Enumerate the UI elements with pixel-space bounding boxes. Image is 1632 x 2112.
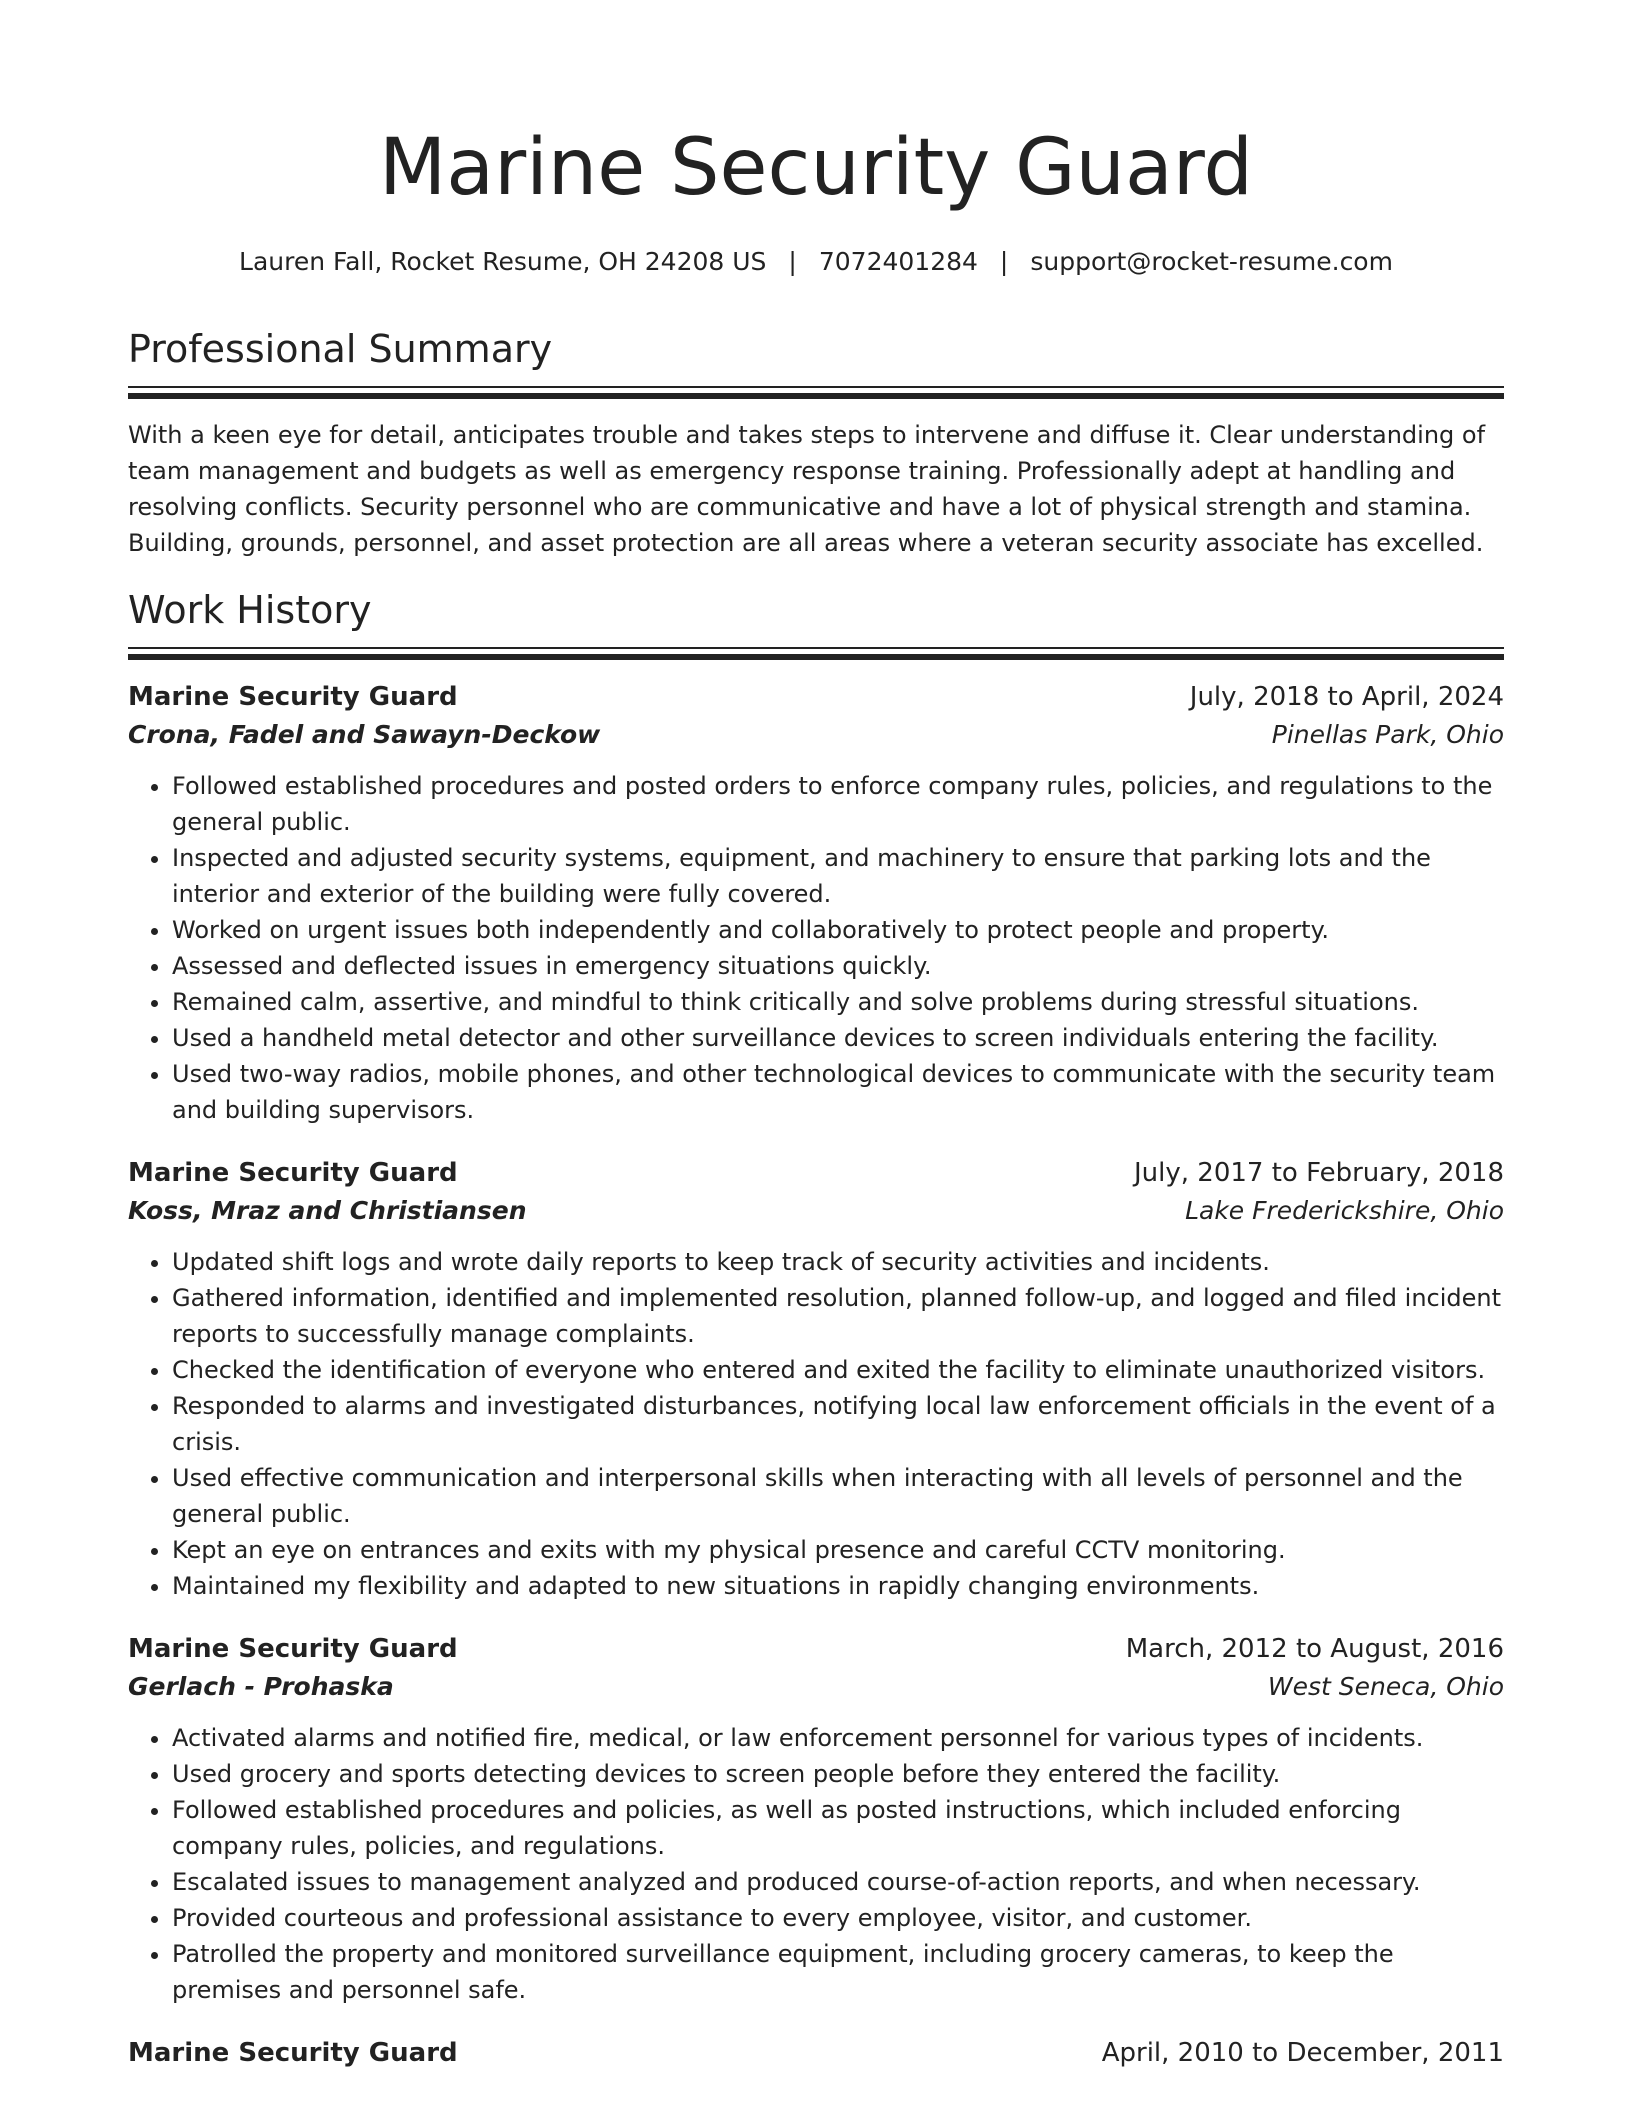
job-bullet: • Assessed and deflected issues in emergency situations quickly.	[172, 948, 1504, 984]
job-bullet: • Provided courteous and professional assistance to every employee, visitor, and customer.	[172, 1900, 1504, 1936]
section-divider-thick	[128, 393, 1504, 399]
job-dates: April, 2010 to December, 2011	[1101, 2038, 1504, 2068]
job-bullet: • Kept an eye on entrances and exits with my physical presence and careful CCTV monitoring.	[172, 1532, 1504, 1568]
job-bullet: • Worked on urgent issues both independently and collaboratively to protect people and property.	[172, 912, 1504, 948]
section-heading-work-history: Work History	[128, 588, 372, 632]
job-bullet: • Used effective communication and interpersonal skills when interacting with all levels of personnel and the general public.	[172, 1460, 1504, 1532]
job-bullet-list	[128, 1720, 1504, 2008]
work-history-section	[128, 587, 1504, 2072]
job-dates: July, 2017 to February, 2018	[1134, 1158, 1504, 1188]
job-header-row	[128, 1630, 1504, 1668]
job-bullet: • Maintained my flexibility and adapted to new situations in rapidly changing environments.	[172, 1568, 1504, 1604]
job-bullet: • Patrolled the property and monitored surveillance equipment, including grocery cameras, to keep the premises and personnel safe.	[172, 1936, 1504, 2008]
job-bullet: • Used grocery and sports detecting devices to screen people before they entered the facility.	[172, 1756, 1504, 1792]
job-bullet-list	[128, 768, 1504, 1128]
job-location: Lake Frederickshire, Ohio	[1185, 1196, 1504, 1225]
job-entry	[128, 1154, 1504, 1604]
job-bullet: • Remained calm, assertive, and mindful to think critically and solve problems during stressful situations.	[172, 984, 1504, 1020]
section-divider-thin	[128, 386, 1504, 388]
job-bullet: • Escalated issues to management analyzed and produced course-of-action reports, and when necessary.	[172, 1864, 1504, 1900]
job-title: Marine Security Guard	[128, 1634, 458, 1664]
job-company: Crona, Fadel and Sawayn-Deckow	[128, 720, 601, 749]
job-location: Pinellas Park, Ohio	[1271, 720, 1504, 749]
section-divider-thin	[128, 647, 1504, 649]
job-entry	[128, 2034, 1504, 2072]
job-bullet: • Inspected and adjusted security systems, equipment, and machinery to ensure that parking lots and the interior and exterior of the building were fully covered.	[172, 840, 1504, 912]
job-title: Marine Security Guard	[128, 1158, 458, 1188]
job-location: West Seneca, Ohio	[1267, 1672, 1504, 1701]
job-bullet: • Updated shift logs and wrote daily reports to keep track of security activities and incidents.	[172, 1244, 1504, 1280]
section-heading-summary: Professional Summary	[128, 327, 553, 371]
job-bullet: • Gathered information, identified and implemented resolution, planned follow-up, and logged and filed incident reports to successfully manage complaints.	[172, 1280, 1504, 1352]
job-subheader-row	[128, 1192, 1504, 1230]
professional-summary-section	[128, 326, 1504, 561]
contact-address: Lauren Fall, Rocket Resume, OH 24208 US	[239, 247, 767, 276]
job-title: Marine Security Guard	[128, 2038, 458, 2068]
job-bullet: • Used two-way radios, mobile phones, and other technological devices to communicate with the security team and building supervisors.	[172, 1056, 1504, 1128]
job-subheader-row	[128, 1668, 1504, 1706]
job-dates: March, 2012 to August, 2016	[1125, 1634, 1504, 1664]
job-bullet: • Followed established procedures and policies, as well as posted instructions, which included enforcing company rules, policies, and regulations.	[172, 1792, 1504, 1864]
contact-email: support@rocket-resume.com	[1030, 247, 1393, 276]
contact-separator: |	[788, 247, 797, 276]
job-title: Marine Security Guard	[128, 682, 458, 712]
job-entry	[128, 1630, 1504, 2008]
job-header-row	[128, 2034, 1504, 2072]
job-dates: July, 2018 to April, 2024	[1189, 682, 1504, 712]
job-company: Gerlach - Prohaska	[128, 1672, 394, 1701]
job-bullet: • Activated alarms and notified fire, medical, or law enforcement personnel for various types of incidents.	[172, 1720, 1504, 1756]
job-bullet: • Responded to alarms and investigated disturbances, notifying local law enforcement officials in the event of a crisis.	[172, 1388, 1504, 1460]
contact-separator: |	[999, 247, 1009, 276]
job-bullet: • Followed established procedures and posted orders to enforce company rules, policies, and regulations to the general public.	[172, 768, 1504, 840]
job-bullet-list	[128, 1244, 1504, 1604]
job-company: Koss, Mraz and Christiansen	[128, 1196, 527, 1225]
resume-title: Marine Security Guard	[378, 123, 1254, 213]
job-header-row	[128, 678, 1504, 716]
contact-phone: 7072401284	[818, 247, 978, 276]
job-header-row	[128, 1154, 1504, 1192]
job-bullet: • Used a handheld metal detector and other surveillance devices to screen individuals entering the facility.	[172, 1020, 1504, 1056]
contact-line	[128, 246, 1504, 278]
job-bullet: • Checked the identification of everyone who entered and exited the facility to eliminate unauthorized visitors.	[172, 1352, 1504, 1388]
job-entry	[128, 678, 1504, 1128]
job-subheader-row	[128, 716, 1504, 754]
summary-text: With a keen eye for detail, anticipates trouble and takes steps to intervene and diffuse it. Clear understanding of team management and budgets as well as emergency response training. Professionally adept at handling and resolving conflicts. Security personnel who are communicative and have a lot of physical strength and stamina. Building, grounds, personnel, and asset protection are all areas where a veteran security associate has excelled.	[128, 421, 1486, 557]
section-divider-thick	[128, 654, 1504, 660]
